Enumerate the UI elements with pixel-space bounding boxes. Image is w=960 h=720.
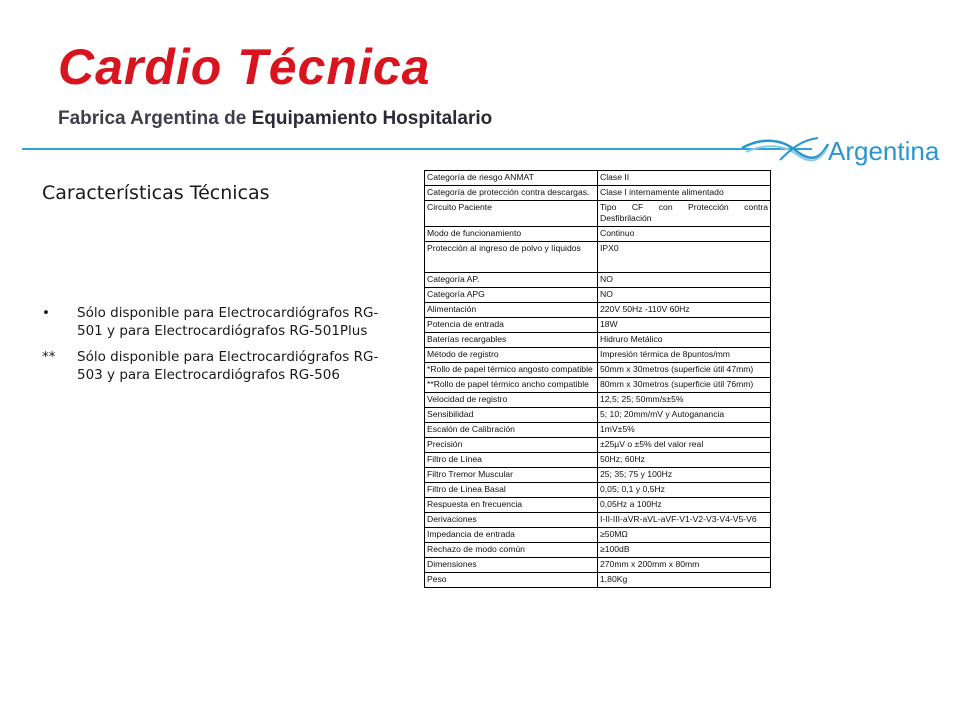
spec-value: Clase II (598, 171, 771, 186)
spec-row (425, 543, 771, 558)
spec-row (425, 468, 771, 483)
spec-value: 5; 10; 20mm/mV y Autoganancia (598, 408, 771, 423)
spec-row (425, 242, 771, 273)
spec-row (425, 573, 771, 588)
spec-row (425, 303, 771, 318)
spec-label: **Rollo de papel térmico ancho compatible (425, 378, 598, 393)
note-item (42, 304, 402, 340)
spec-value: 220V 50Hz -110V 60Hz (598, 303, 771, 318)
spec-row (425, 558, 771, 573)
spec-value: 1mV±5% (598, 423, 771, 438)
spec-value: 80mm x 30metros (superficie útil 76mm) (598, 378, 771, 393)
note-text: Sólo disponible para Electrocardiógrafos RG-503 y para Electrocardiógrafos RG-506 (77, 349, 379, 383)
spec-row (425, 453, 771, 468)
spec-value: 50mm x 30metros (superficie útil 47mm) (598, 363, 771, 378)
spec-row (425, 378, 771, 393)
note-marker: • (42, 305, 50, 321)
spec-label: Derivaciones (425, 513, 598, 528)
spec-label: Escalón de Calibración (425, 423, 598, 438)
spec-label: Impedancia de entrada (425, 528, 598, 543)
spec-value: IPX0 (598, 242, 771, 273)
header-divider (22, 148, 812, 150)
spec-row (425, 348, 771, 363)
spec-label: Alimentación (425, 303, 598, 318)
spec-row (425, 498, 771, 513)
spec-row (425, 528, 771, 543)
spec-row (425, 318, 771, 333)
spec-value: Clase I internamente alimentado (598, 186, 771, 201)
spec-row (425, 171, 771, 186)
spec-value: Hidruro Metálico (598, 333, 771, 348)
spec-label: Filtro de Línea Basal (425, 483, 598, 498)
cardio-tecnica-logo (48, 38, 538, 138)
spec-value: 50Hz; 60Hz (598, 453, 771, 468)
spec-label: Categoría APG (425, 288, 598, 303)
logo-tagline-bold: Equipamiento Hospitalario (251, 108, 493, 129)
notes-list (42, 304, 402, 392)
note-text: Sólo disponible para Electrocardiógrafos RG-501 y para Electrocardiógrafos RG-501Plus (77, 305, 379, 339)
spec-value: ≥100dB (598, 543, 771, 558)
spec-row (425, 408, 771, 423)
spec-value: ≥50MΩ (598, 528, 771, 543)
spec-label: Categoría de riesgo ANMAT (425, 171, 598, 186)
spec-value: 18W (598, 318, 771, 333)
logo-brand: Cardio Técnica (58, 39, 431, 95)
spec-value: Tipo CF con Protección contra Desfibrilación (598, 201, 771, 227)
spec-label: Modo de funcionamiento (425, 227, 598, 242)
spec-value: 12,5; 25; 50mm/s±5% (598, 393, 771, 408)
spec-value: Continuo (598, 227, 771, 242)
spec-value: NO (598, 273, 771, 288)
spec-label: Rechazo de modo común (425, 543, 598, 558)
spec-label: Filtro Tremor Muscular (425, 468, 598, 483)
spec-row (425, 227, 771, 242)
spec-label: Categoría de protección contra descargas. (425, 186, 598, 201)
spec-label: Dimensiones (425, 558, 598, 573)
spec-label: Circuito Paciente (425, 201, 598, 227)
spec-row (425, 423, 771, 438)
spec-value: NO (598, 288, 771, 303)
spec-row (425, 288, 771, 303)
spec-row (425, 438, 771, 453)
spec-label: Método de registro (425, 348, 598, 363)
specs-table (424, 170, 771, 588)
spec-row (425, 201, 771, 227)
logo-tagline-prefix: Fabrica Argentina de (58, 108, 252, 129)
spec-row (425, 273, 771, 288)
spec-label: *Rollo de papel térmico angosto compatible (425, 363, 598, 378)
spec-value: I-II-III-aVR-aVL-aVF-V1-V2-V3-V4-V5-V6 (598, 513, 771, 528)
spec-label: Precisión (425, 438, 598, 453)
spec-label: Respuesta en frecuencia (425, 498, 598, 513)
spec-label: Potencia de entrada (425, 318, 598, 333)
wave-icon (740, 130, 830, 170)
spec-label: Velocidad de registro (425, 393, 598, 408)
spec-label: Categoría AP. (425, 273, 598, 288)
spec-value: ±25µV o ±5% del valor real (598, 438, 771, 453)
argentina-text: Argentina (828, 136, 940, 166)
section-title: Características Técnicas (42, 182, 270, 204)
spec-value: Impresión térmica de 8puntos/mm (598, 348, 771, 363)
spec-value: 25; 35; 75 y 100Hz (598, 468, 771, 483)
spec-value: 0,05Hz a 100Hz (598, 498, 771, 513)
spec-label: Peso (425, 573, 598, 588)
spec-row (425, 393, 771, 408)
spec-label: Baterías recargables (425, 333, 598, 348)
spec-label: Protección al ingreso de polvo y líquidos (425, 242, 598, 273)
spec-row (425, 363, 771, 378)
spec-value: 0,05; 0,1 y 0,5Hz (598, 483, 771, 498)
logo-tagline (58, 108, 492, 130)
note-marker: ** (42, 349, 56, 365)
spec-value: 1,80Kg (598, 573, 771, 588)
spec-row (425, 186, 771, 201)
spec-label: Sensibilidad (425, 408, 598, 423)
spec-value: 270mm x 200mm x 80mm (598, 558, 771, 573)
spec-row (425, 483, 771, 498)
spec-label: Filtro de Línea (425, 453, 598, 468)
note-item (42, 348, 402, 384)
spec-row (425, 333, 771, 348)
spec-row (425, 513, 771, 528)
